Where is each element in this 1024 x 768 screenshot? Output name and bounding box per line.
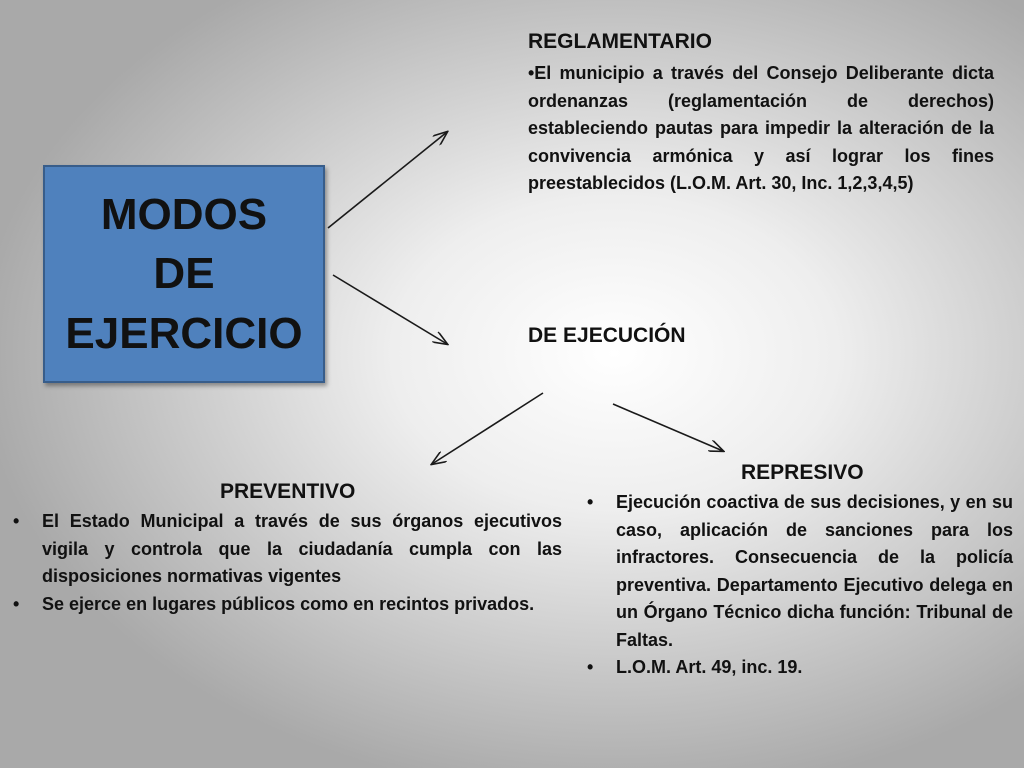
arrow-to-preventivo	[432, 393, 543, 464]
represivo-bullet-2: • L.O.M. Art. 49, inc. 19.	[584, 654, 1013, 682]
reglamentario-text: •El municipio a través del Consejo Deliberante dicta ordenanzas (reglamentación de derechos) estableciendo pautas para impedir la alteración de la convivencia armónica y así lograr los fines preestablecidos (L.O.M. Art. 30, Inc. 1,2,3,4,5)	[528, 63, 994, 193]
arrow-to-represivo	[613, 404, 723, 451]
preventivo-bullet-2: • Se ejerce en lugares públicos como en recintos privados.	[10, 591, 562, 619]
main-title	[65, 185, 302, 363]
preventivo-list	[10, 508, 562, 618]
represivo-bullet-1: • Ejecución coactiva de sus decisiones, y en su caso, aplicación de sanciones para los infractores. Consecuencia de la policía preventiva. Departamento Ejecutivo delega en un Órgano Técnico dicha función: Tribunal de Faltas.	[584, 489, 1013, 654]
main-title-line-3: EJERCICIO	[65, 308, 303, 358]
arrow-to-reglamentario	[328, 132, 447, 228]
ejecucion-heading: DE EJECUCIÓN	[528, 324, 686, 347]
arrow-to-ejecucion	[333, 275, 447, 344]
preventivo-bullet-1: • El Estado Municipal a través de sus órganos ejecutivos vigila y controla que la ciudadanía cumpla con las disposiciones normativas vigentes	[10, 508, 562, 591]
represivo-list	[584, 489, 1013, 682]
main-title-line-2: DE	[153, 249, 215, 299]
preventivo-heading: PREVENTIVO	[220, 480, 356, 503]
reglamentario-heading: REGLAMENTARIO	[528, 30, 712, 53]
represivo-heading: REPRESIVO	[741, 461, 864, 484]
main-title-line-1: MODOS	[100, 189, 268, 239]
modos-de-ejercicio-box	[43, 165, 325, 383]
